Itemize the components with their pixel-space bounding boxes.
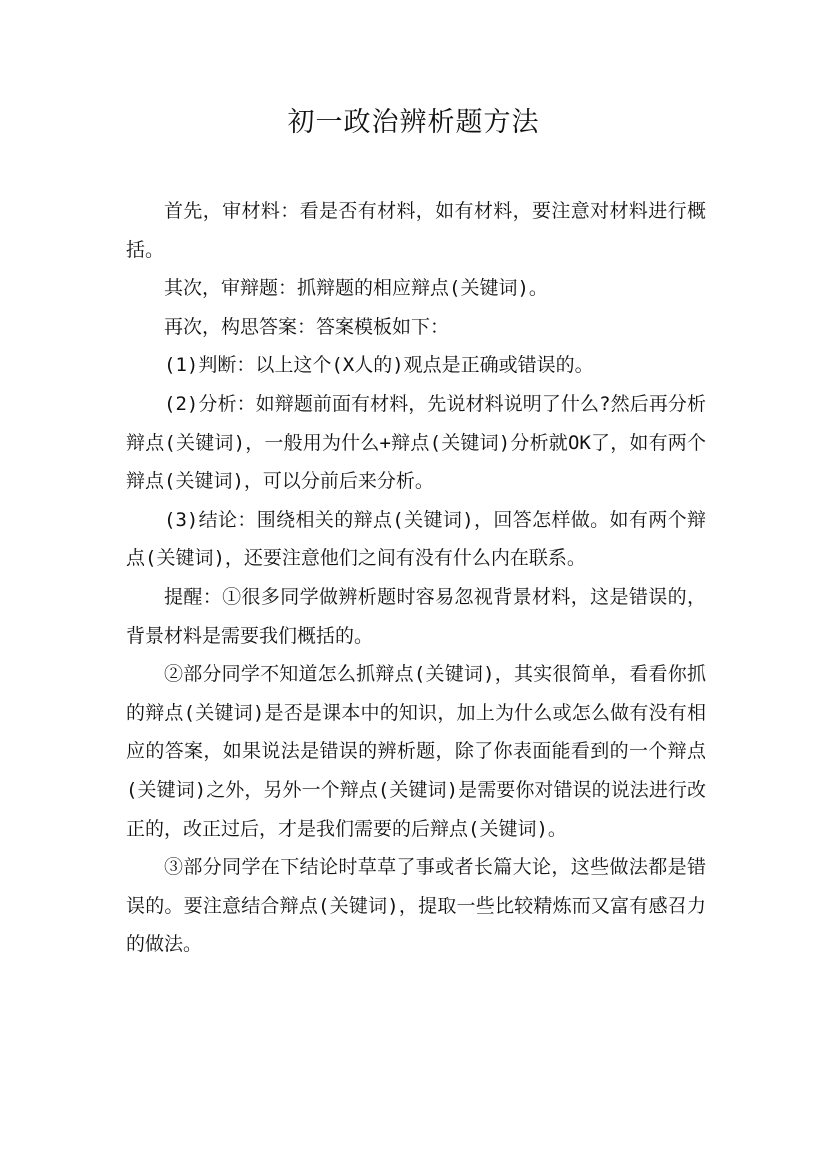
document-title: 初一政治辨析题方法 bbox=[287, 107, 540, 138]
paragraph-second-review-topic: 其次，审辩题：抓辩题的相应辩点(关键词)。 bbox=[164, 277, 548, 300]
document-body bbox=[126, 192, 706, 964]
paragraph-reminder-2: ②部分同学不知道怎么抓辩点(关键词)，其实很简单，看看你抓的辩点(关键词)是否是课本中的知识，加上为什么或怎么做有没有相应的答案，如果说法是错误的辨析题，除了你表面能看到的一个辩点(关键词)之外，另外一个辩点(关键词)是需要你对错误的说法进行改正的，改正过后，才是我们需要的后辩点(关键词)。 bbox=[126, 663, 706, 840]
paragraph-step-judgment: (1)判断：以上这个(X人的)观点是正确或错误的。 bbox=[164, 354, 594, 377]
paragraph-first-review-material: 首先，审材料：看是否有材料，如有材料，要注意对材料进行概括。 bbox=[126, 200, 706, 261]
paragraph-step-analysis: (2)分析：如辩题前面有材料，先说材料说明了什么?然后再分析辩点(关键词)，一般用为什么+辩点(关键词)分析就OK了，如有两个辩点(关键词)，可以分前后来分析。 bbox=[126, 392, 706, 493]
paragraph-third-answer-template: 再次，构思答案：答案模板如下： bbox=[164, 315, 450, 338]
paragraph-step-conclusion: (3)结论：围绕相关的辩点(关键词)，回答怎样做。如有两个辩点(关键词)，还要注意他们之间有没有什么内在联系。 bbox=[126, 508, 706, 570]
paragraph-reminder-1: 提醒：①很多同学做辨析题时容易忽视背景材料，这是错误的，背景材料是需要我们概括的。 bbox=[126, 585, 706, 647]
paragraph-reminder-3: ③部分同学在下结论时草草了事或者长篇大论，这些做法都是错误的。要注意结合辩点(关键词)，提取一些比较精炼而又富有感召力的做法。 bbox=[126, 856, 706, 956]
